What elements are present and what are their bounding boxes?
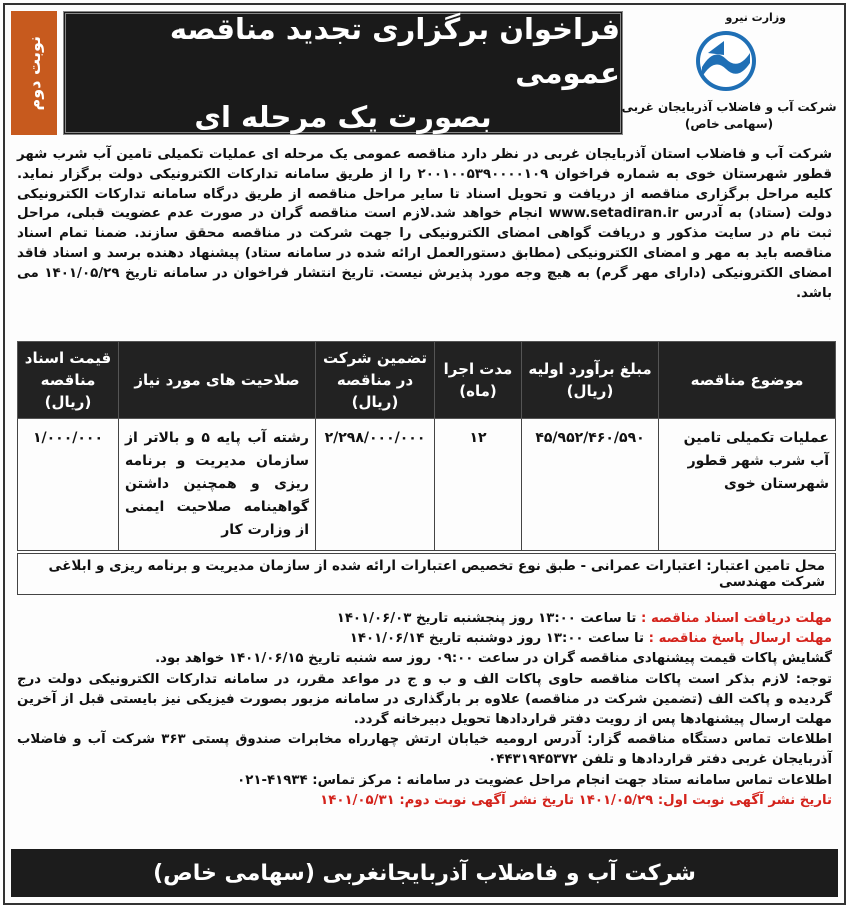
footer-banner: [11, 849, 838, 897]
cell-subject: عملیات تکمیلی تامین آب شرب شهر قطور شهرستان خوی: [659, 419, 836, 551]
tender-table: [17, 341, 836, 551]
water-company-logo-icon: [694, 29, 758, 93]
logo-area: [620, 11, 838, 139]
publish-dates: تاریخ نشر آگهی نوبت اول: ۱۴۰۱/۰۵/۲۹ تاریخ نشر آگهی نوبت دوم: ۱۴۰۱/۰۵/۳۱: [320, 792, 832, 808]
funding-source: محل تامین اعتبار: اعتبارات عمرانی - طبق نوع تخصیص اعتبارات ارائه شده از سازمان مدیریت و برنامه ریزی و ابلاغی شرکت مهندسی: [17, 553, 836, 595]
note: توجه: لازم بذکر است پاکات مناقصه حاوی پاکات الف و ب و ج در مواعد مقرر، در سامانه تدارکات الکترونیکی دولت درج گردیده و پاکت الف (تضمین شرکت در مناقصه) علاوه بر بارگذاری در سامانه مزبور بصورت فیزیکی نیز بایستی قبل از آخرین مهلت ارسال پیشنهادها پس از رویت دفتر قراردادها تحویل دبیرخانه گردد.: [17, 671, 832, 728]
setad-contact: اطلاعات تماس سامانه ستاد جهت انجام مراحل عضویت در سامانه : مرکز تماس: ۴۱۹۳۴-۰۲۱: [237, 772, 832, 788]
company-name: [620, 99, 838, 133]
footer-company: شرکت آب و فاضلاب آذربایجانغربی (سهامی خاص): [153, 860, 696, 886]
company-name-line1: شرکت آب و فاضلاب آذربایجان غربی: [621, 100, 837, 114]
col-qualifications: صلاحیت های مورد نیاز: [119, 342, 316, 419]
page-title-line1: فراخوان برگزاری تجدید مناقصه عمومی: [169, 12, 620, 90]
cell-doc-price: ۱/۰۰۰/۰۰۰: [18, 419, 119, 551]
page-title-line2: بصورت یک مرحله ای: [194, 100, 492, 134]
header: [11, 11, 838, 139]
cell-qualifications: رشته آب پایه ۵ و بالاتر از سازمان مدیریت و برنامه ریزی و همچنین داشتن گواهینامه صلاحیت ایمنی از وزارت کار: [119, 419, 316, 551]
cell-guarantee: ۲/۲۹۸/۰۰۰/۰۰۰: [316, 419, 435, 551]
reply-deadline-label: مهلت ارسال پاسخ مناقصه :: [648, 631, 832, 647]
company-name-line2: (سهامی خاص): [684, 117, 774, 131]
title-banner: [63, 11, 623, 135]
col-duration: مدت اجرا (ماه): [435, 342, 522, 419]
doc-deadline-label: مهلت دریافت اسناد مناقصه :: [641, 611, 832, 626]
deadlines-section: [17, 609, 832, 811]
opening-info: گشایش پاکات قیمت پیشنهادی مناقصه گران در ساعت ۰۹:۰۰ روز سه شنبه تاریخ ۱۴۰۱/۰۶/۱۵ خواهد بود.: [155, 651, 832, 667]
table-header-row: [18, 342, 836, 419]
intro-text: [17, 145, 832, 303]
table-row: [18, 419, 836, 551]
round-badge-label: نوبت دوم: [24, 35, 44, 111]
doc-deadline: [17, 609, 832, 629]
col-doc-price: قیمت اسناد مناقصه (ریال): [18, 342, 119, 419]
ministry-label: وزارت نیرو: [725, 11, 786, 24]
contact-info: اطلاعات تماس دستگاه مناقصه گزار: آدرس ارومیه خیابان ارتش چهارراه مخابرات صندوق پستی ۳۶۳ شرکت آب و فاضلاب آذربایجان غربی دفتر قراردادها و تلفن ۰۴۴۳۱۹۴۵۳۷۲: [17, 732, 832, 768]
round-badge: [11, 11, 57, 135]
col-estimate: مبلغ برآورد اولیه (ریال): [522, 342, 659, 419]
cell-duration: ۱۲: [435, 419, 522, 551]
reply-deadline-value: تا ساعت ۱۳:۰۰ روز دوشنبه تاریخ ۱۴۰۱/۰۶/۱۴: [349, 631, 649, 647]
col-subject: موضوع مناقصه: [659, 342, 836, 419]
intro-paragraph: شرکت آب و فاضلاب استان آذربایجان غربی در نظر دارد مناقصه عمومی یک مرحله ای عملیات تکمیلی تامین آب شرب شهر قطور شهرستان خوی به شماره فراخوان ۲۰۰۱۰۰۵۳۹۰۰۰۰۱۰۹ را از طریق سامانه تدارکات الکترونیکی دولت برگزار نماید. کلیه مراحل برگزاری مناقصه از دریافت و تحویل اسناد تا سایر مراحل مناقصه از طریق درگاه سامانه تدارکات الکترونیکی دولت (ستاد) به آدرس www.setadiran.ir انجام خواهد شد.لازم است مناقصه گران در صورت عدم عضویت قبلی، مراحل ثبت نام در سایت مذکور و دریافت گواهی امضای الکترونیکی را جهت شرکت در مناقصه محقق سازند. ضمنا تمام اسناد مناقصه باید به مهر و امضای الکترونیکی (مطابق دستورالعمل ارائه شده در سامانه ستاد) پیشنهاد دهنده برسد و اسناد فاقد امضای الکترونیکی (دارای مهر گرم) به هیچ وجه مورد پذیرش نیست. تاریخ انتشار فراخوان در سامانه تاریخ ۱۴۰۱/۰۵/۲۹ می باشد.: [17, 147, 832, 301]
reply-deadline: [17, 629, 832, 649]
cell-estimate: ۴۵/۹۵۲/۴۶۰/۵۹۰: [522, 419, 659, 551]
col-guarantee: تضمین شرکت در مناقصه (ریال): [316, 342, 435, 419]
tender-notice: [3, 3, 846, 905]
doc-deadline-value: تا ساعت ۱۳:۰۰ روز پنجشنبه تاریخ ۱۴۰۱/۰۶/۰۳: [336, 611, 641, 626]
